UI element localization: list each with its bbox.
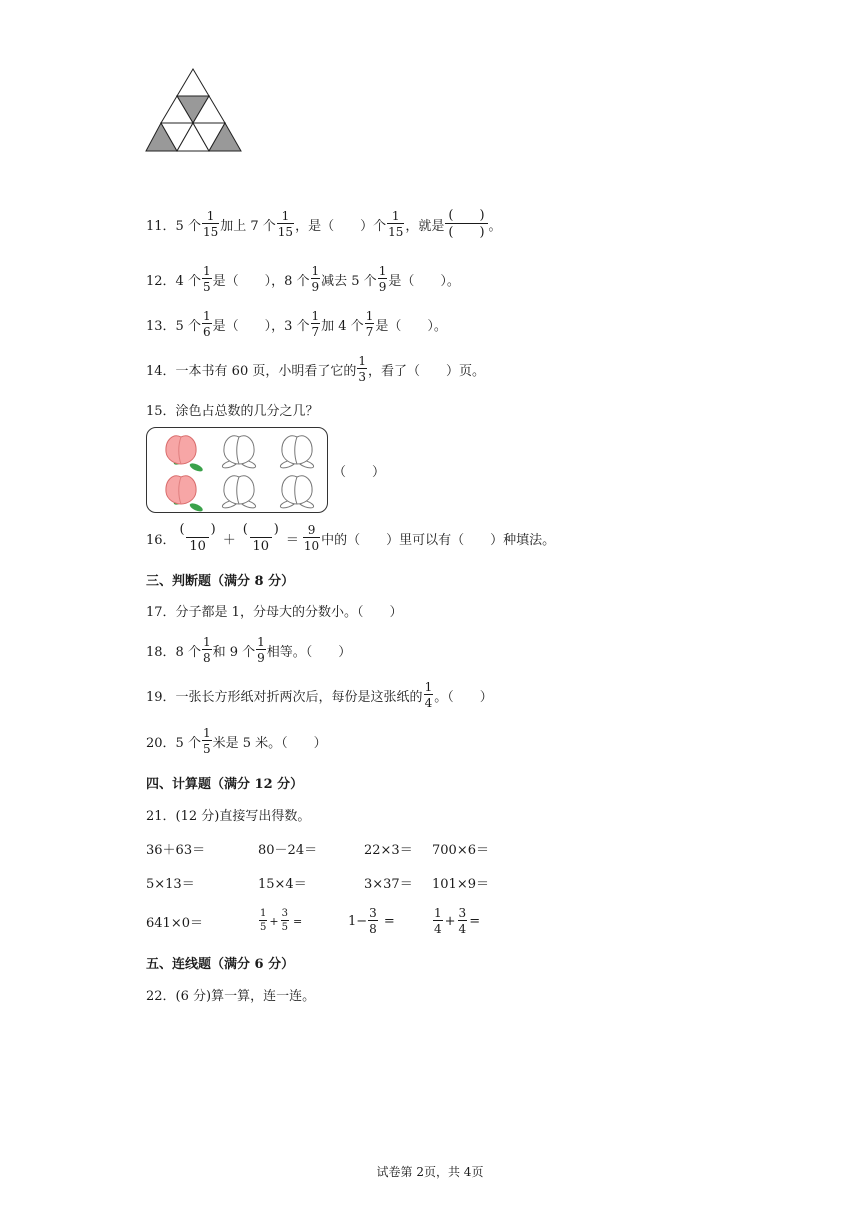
question-14: 14． 一本书有 60 页，小明看了它的 $\frac{1}{3}$ ，看了（ ）页。 <box>146 354 486 384</box>
calc-item: 36＋63＝ <box>146 842 206 858</box>
question-19: 19． 一张长方形纸对折两次后，每份是这张纸的 $\frac{1}{4}$ 。（ ） <box>146 680 493 710</box>
question-12: 12． 4 个 $\frac{1}{5}$ 是（ ），8 个 $\frac{1}{9}$ 减去 5 个 $\frac{1}{9}$ 是（ ）。 <box>146 264 460 294</box>
calc-item: 15×4＝ <box>258 876 307 892</box>
calc-row <box>146 830 746 866</box>
question-22: 22． (6 分)算一算，连一连。 <box>146 988 316 1004</box>
peach-grid <box>147 428 327 512</box>
fraction: $\frac{1}{5}$ <box>202 726 211 756</box>
peach-outline-icon <box>279 476 314 510</box>
calc-item: 22×3＝ <box>364 842 413 858</box>
question-15: 15． 涂色占总数的几分之几？ <box>146 403 319 419</box>
fraction: $\frac{1}{4}$ <box>424 680 433 710</box>
page-footer: 试卷第 2页，共 4页 <box>376 1165 484 1179</box>
calc-row <box>146 864 746 900</box>
question-20: 20． 5 个 $\frac{1}{5}$ 米是 5 米。（ ） <box>146 726 327 756</box>
answer-fraction-blank[interactable]: $\frac{( )}{( )}$ <box>445 209 487 239</box>
peach-outline-icon <box>221 436 256 470</box>
fraction: $\frac{1}{9}$ <box>257 635 265 665</box>
fraction: $\frac{1}{9}$ <box>378 264 387 294</box>
fraction: $\frac{9}{10}$ <box>303 523 320 553</box>
question-11: 11． 5 个 $\frac{1}{15}$ 加上 7 个 $\frac{1}{15}$ ，是（ ）个 $\frac{1}{15}$ ，就是 $\frac{( )}{( )}$ 。 <box>146 208 502 240</box>
triangle-figure <box>145 68 242 154</box>
answer-fraction-blank[interactable]: $\frac{( )}{10}$ <box>242 522 279 554</box>
peach-shaded-icon <box>166 436 204 473</box>
calc-item: 1− $\frac{3}{8}$ = <box>348 906 395 936</box>
fraction: $\frac{1}{15}$ <box>388 209 404 239</box>
peach-outline-icon <box>221 476 256 510</box>
triangle-piece <box>177 69 209 96</box>
peach-box <box>146 427 328 513</box>
fraction: $\frac{1}{5}$ <box>202 264 211 294</box>
fraction: $\frac{1}{15}$ <box>202 209 219 239</box>
question-18: 18． 8 个 $\frac{1}{8}$ 和 9 个 $\frac{1}{9}$ 相等。（ ） <box>146 635 352 665</box>
calc-row <box>146 903 746 939</box>
section-heading: 四、计算题（满分 12 分） <box>146 777 304 792</box>
fraction: $\frac{1}{3}$ <box>358 354 366 384</box>
fraction: $\frac{1}{9}$ <box>311 264 320 294</box>
answer-blank[interactable]: （ ） <box>333 465 386 480</box>
fraction: $\frac{1}{7}$ <box>365 309 374 339</box>
calc-item: 101×9＝ <box>432 876 489 892</box>
question-16: 16． $\frac{( )}{10}$ ＋ $\frac{( )}{10}$ ＝ $\frac{9}{10}$ 中的（ ）里可以有（ ）种填法。 <box>146 522 556 554</box>
calc-item: 5×13＝ <box>146 876 195 892</box>
peach-outline-icon <box>279 436 314 470</box>
calc-item: 3×37＝ <box>364 876 413 892</box>
peach-shaded-icon <box>166 476 204 512</box>
answer-fraction-blank[interactable]: $\frac{( )}{10}$ <box>179 522 216 554</box>
fraction: $\frac{1}{15}$ <box>277 209 294 239</box>
fraction: $\frac{1}{6}$ <box>202 309 211 339</box>
calc-item: 641×0＝ <box>146 915 203 931</box>
question-21: 21． (12 分)直接写出得数。 <box>146 808 311 824</box>
calc-item: 700×6＝ <box>432 842 489 858</box>
calc-item: $\frac{1}{4}$ + $\frac{3}{4}$ = <box>434 906 481 936</box>
calc-item: 80－24＝ <box>258 842 318 858</box>
section-heading: 三、判断题（满分 8 分） <box>146 574 295 589</box>
fraction: $\frac{1}{7}$ <box>311 309 320 339</box>
question-13: 13． 5 个 $\frac{1}{6}$ 是（ ），3 个 $\frac{1}{7}$ 加 4 个 $\frac{1}{7}$ 是（ ）。 <box>146 309 447 339</box>
question-17: 17． 分子都是 1，分母大的分数小。（ ） <box>146 604 403 620</box>
fraction: $\frac{1}{8}$ <box>202 635 211 665</box>
calc-item: $\frac{1}{5}$ + $\frac{3}{5}$ = <box>260 908 303 933</box>
section-heading: 五、连线题（满分 6 分） <box>146 957 295 972</box>
